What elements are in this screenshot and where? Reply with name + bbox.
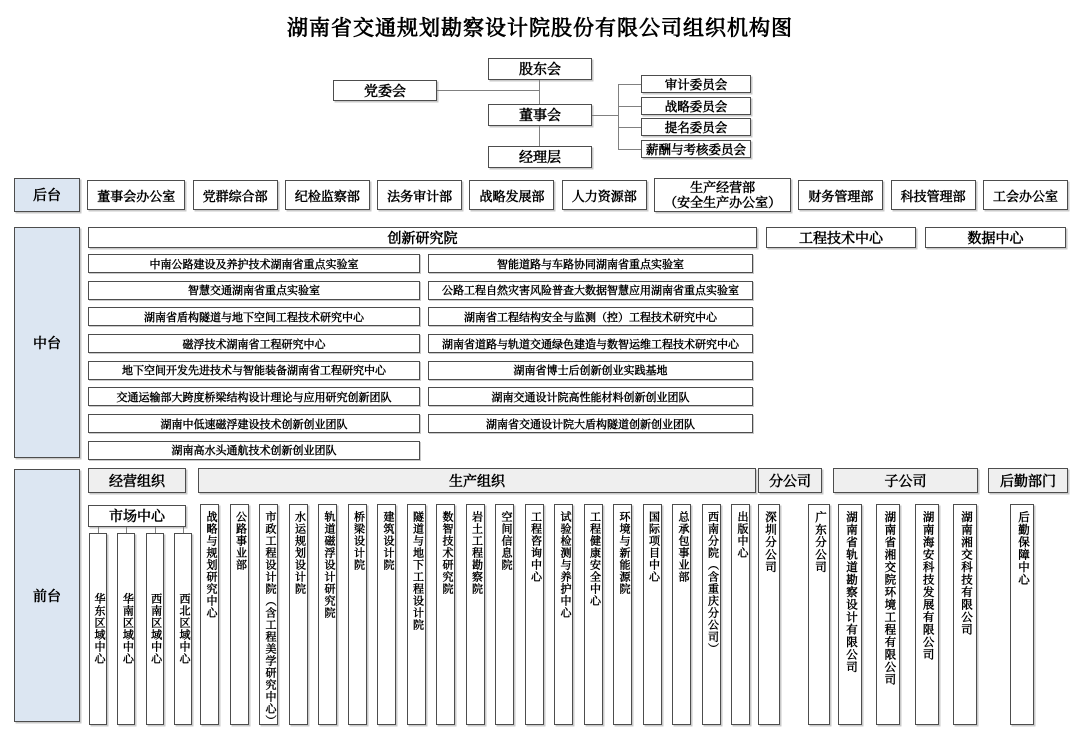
hdr-logistics: 后勤部门 (988, 468, 1068, 493)
connector-line (539, 126, 540, 146)
lab-box: 公路工程自然灾害风险普查大数据智慧应用湖南省重点实验室 (428, 281, 753, 300)
branch-box: 广东分公司 (808, 504, 830, 725)
subsidiary-box: 湖南省湘交院环境工程有限公司 (876, 504, 900, 725)
lab-box: 磁浮技术湖南省工程研究中心 (88, 334, 420, 353)
box-region-east: 华东区域中心 (89, 533, 107, 725)
section-label-frontstage: 前台 (14, 469, 80, 722)
branches-group (758, 504, 830, 725)
dept-finance: 财务管理部 (798, 180, 883, 210)
logistics-center-box: 后勤保障中心 (1010, 504, 1034, 725)
section-label-midground: 中台 (14, 227, 80, 458)
dept-legal-audit: 法务审计部 (377, 180, 462, 210)
dept-production-operation-line1: 生产经营部 (690, 180, 756, 195)
dept-production-operation (654, 178, 791, 212)
lab-box: 智慧交通湖南省重点实验室 (88, 281, 420, 300)
production-unit-box: 水运规划设计院 (289, 504, 308, 725)
box-region-northwest: 西北区域中心 (174, 533, 192, 725)
production-unit-box: 工程咨询中心 (525, 504, 544, 725)
production-unit-box: 市政工程设计院（含工程美学研究中心） (259, 504, 278, 725)
box-shareholders-meeting: 股东会 (488, 58, 592, 80)
production-unit-box: 试验检测与养护中心 (554, 504, 573, 725)
production-unit-box: 战略与规划研究中心 (200, 504, 219, 725)
labs-grid (88, 254, 753, 460)
production-unit-box: 桥梁设计院 (348, 504, 367, 725)
lab-box: 湖南省工程结构安全与监测（控）工程技术研究中心 (428, 307, 753, 326)
subsidiaries-group (838, 504, 977, 725)
subsidiary-box: 湖南海安科技发展有限公司 (915, 504, 939, 725)
subsidiary-box: 湖南湘交科技有限公司 (953, 504, 977, 725)
production-unit-box: 国际项目中心 (643, 504, 662, 725)
box-board-of-directors: 董事会 (488, 104, 592, 126)
dept-production-operation-line2: （安全生产办公室） (664, 195, 782, 210)
connector-line (539, 80, 540, 104)
production-unit-box: 空间信息院 (495, 504, 514, 725)
connector-line (618, 84, 641, 85)
box-party-committee: 党委会 (333, 80, 437, 101)
production-unit-box: 环境与新能源院 (613, 504, 632, 725)
box-region-southwest: 西南区域中心 (146, 533, 164, 725)
box-market-center: 市场中心 (88, 505, 186, 527)
connector-line (592, 115, 618, 116)
hdr-innovation-institute: 创新研究院 (88, 227, 757, 248)
hdr-engineering-tech-center: 工程技术中心 (766, 227, 916, 248)
production-unit-box: 出版中心 (731, 504, 750, 725)
hdr-data-center: 数据中心 (925, 227, 1066, 248)
lab-box: 交通运输部大跨度桥梁结构设计理论与应用研究创新团队 (88, 387, 420, 406)
box-region-south: 华南区域中心 (117, 533, 135, 725)
box-committee-strategy: 战略委员会 (641, 97, 751, 115)
regional-centers-group (89, 533, 192, 725)
production-unit-box: 工程健康安全中心 (584, 504, 603, 725)
dept-party-mass: 党群综合部 (193, 180, 278, 210)
lab-box: 湖南省道路与轨道交通绿色建造与数智运维工程技术研究中心 (428, 334, 753, 353)
lab-box: 湖南高水头通航技术创新创业团队 (88, 441, 420, 460)
dept-human-resources: 人力资源部 (562, 180, 647, 210)
lab-box: 湖南交通设计院高性能材料创新创业团队 (428, 387, 753, 406)
lab-box: 湖南省交通设计院大盾构隧道创新创业团队 (428, 414, 753, 433)
connector-line (618, 127, 641, 128)
section-label-backstage: 后台 (14, 178, 80, 212)
production-unit-box: 西南分院（含重庆分公司） (702, 504, 721, 725)
connector-line (618, 106, 641, 107)
lab-box: 湖南省盾构隧道与地下空间工程技术研究中心 (88, 307, 420, 326)
production-unit-box: 岩土工程勘察院 (466, 504, 485, 725)
dept-science-tech: 科技管理部 (891, 180, 976, 210)
dept-labor-union: 工会办公室 (983, 180, 1068, 210)
production-unit-box: 数智技术研究院 (436, 504, 455, 725)
hdr-branches: 分公司 (758, 468, 822, 493)
box-committee-audit: 审计委员会 (641, 75, 751, 93)
box-committee-nomination: 提名委员会 (641, 118, 751, 136)
production-units-group (200, 504, 750, 725)
box-management-layer: 经理层 (488, 146, 592, 168)
lab-box: 智能道路与车路协同湖南省重点实验室 (428, 254, 753, 273)
dept-discipline: 纪检监察部 (285, 180, 370, 210)
lab-box: 湖南省博士后创新创业实践基地 (428, 361, 753, 380)
connector-line (618, 84, 619, 149)
production-unit-box: 轨道磁浮设计研究院 (318, 504, 337, 725)
production-unit-box: 公路事业部 (230, 504, 249, 725)
production-unit-box: 建筑设计院 (377, 504, 396, 725)
dept-board-office: 董事会办公室 (87, 180, 185, 210)
backstage-row (14, 178, 1068, 212)
lab-box: 湖南中低速磁浮建设技术创新创业团队 (88, 414, 420, 433)
box-committee-remuneration: 薪酬与考核委员会 (641, 140, 751, 158)
hdr-production-org: 生产组织 (198, 468, 756, 493)
subsidiary-box: 湖南省轨道勘察设计有限公司 (838, 504, 862, 725)
connector-line (618, 149, 641, 150)
page-title: 湖南省交通规划勘察设计院股份有限公司组织机构图 (287, 17, 793, 40)
connector-line (437, 90, 540, 91)
hdr-subsidiaries: 子公司 (833, 468, 978, 493)
branch-box: 深圳分公司 (758, 504, 780, 725)
lab-box: 地下空间开发先进技术与智能装备湖南省工程研究中心 (88, 361, 420, 380)
production-unit-box: 总承包事业部 (672, 504, 691, 725)
production-unit-box: 隧道与地下工程设计院 (407, 504, 426, 725)
hdr-business-org: 经营组织 (88, 468, 186, 493)
dept-strategy-dev: 战略发展部 (469, 180, 554, 210)
lab-box: 中南公路建设及养护技术湖南省重点实验室 (88, 254, 420, 273)
